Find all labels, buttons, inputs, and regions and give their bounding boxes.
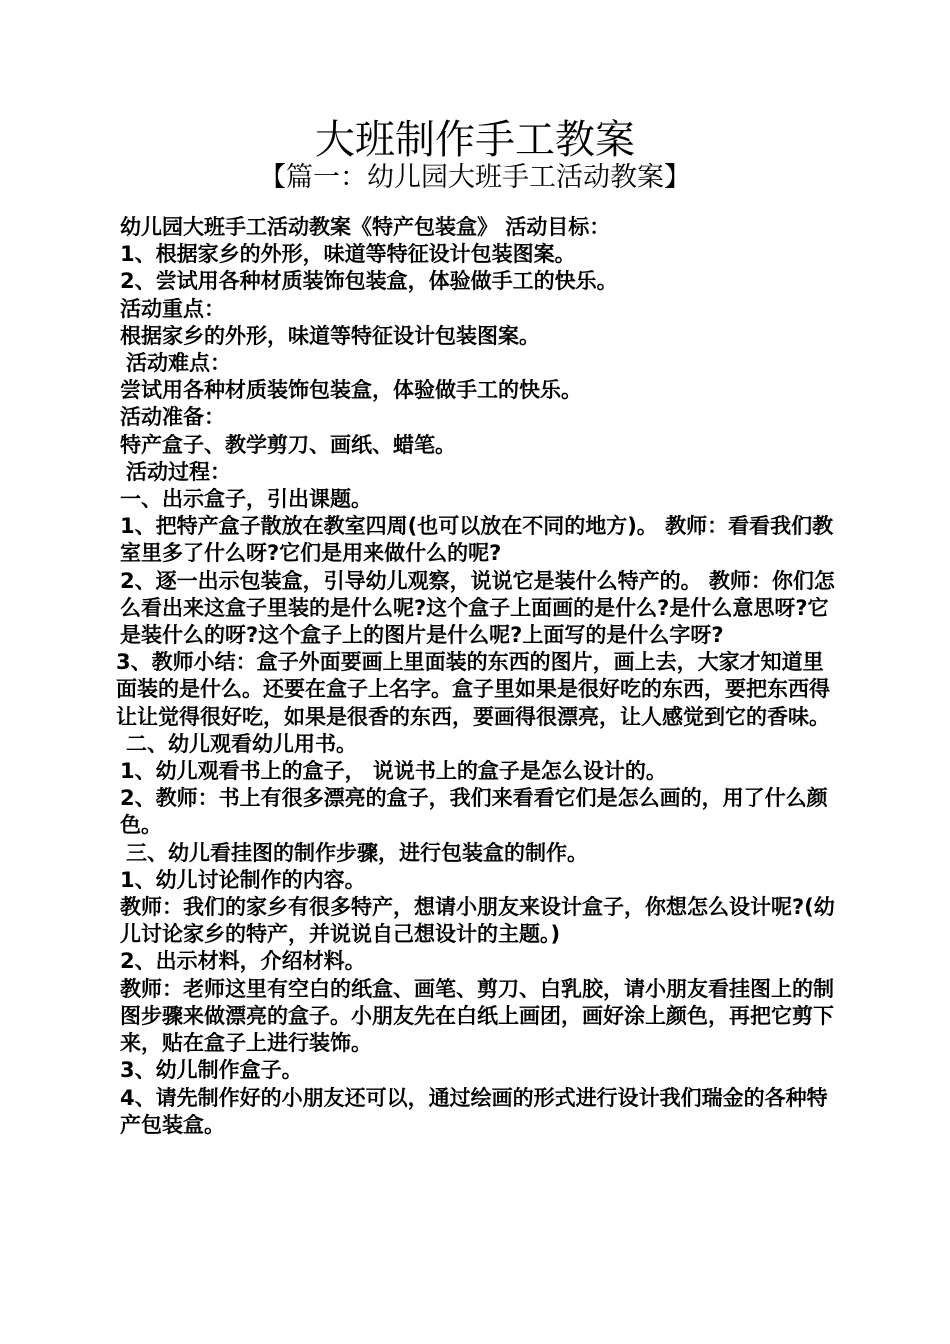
paragraph-step-3-4: 4、请先制作好的小朋友还可以，通过绘画的形式进行设计我们瑞金的各种特产包装盒。 [120, 1085, 828, 1137]
heading-key-points: 活动重点： [120, 296, 225, 321]
paragraph-goal-1: 1、根据家乡的外形，味道等特征设计包装图案。 [120, 242, 576, 267]
document-title: 大班制作手工教案 [315, 117, 635, 163]
paragraph-step-3-3: 3、幼儿制作盒子。 [120, 1058, 303, 1083]
heading-difficulties: 活动难点： [126, 351, 231, 376]
paragraph-step-3-1-detail: 教师：我们的家乡有很多特产，想请小朋友来设计盒子，你想怎么设计呢?(幼儿讨论家乡的特产，并说说自己想设计的主题。) [120, 895, 835, 947]
heading-step-1: 一、出示盒子，引出课题。 [120, 487, 372, 512]
heading-process: 活动过程： [126, 459, 231, 484]
heading-step-3: 三、幼儿看挂图的制作步骤，进行包装盒的制作。 [126, 840, 588, 865]
paragraph-step-3-2-detail: 教师：老师这里有空白的纸盒、画笔、剪刀、白乳胶，请小朋友看挂图上的制图步骤来做漂亮的盒子。小朋友先在白纸上画团，画好涂上颜色，再把它剪下来，贴在盒子上进行装饰。 [120, 976, 834, 1056]
paragraph-preparation: 特产盒子、教学剪刀、画纸、蜡笔。 [120, 432, 456, 457]
document-subtitle: 【篇一：幼儿园大班手工活动教案】 [259, 162, 691, 193]
paragraph-step-1-3: 3、教师小结：盒子外面要画上里面装的东西的图片，画上去，大家才知道里面装的是什么。还要在盒子上名字。盒子里如果是很好吃的东西，要把东西得让让觉得很好吃，如果是很香的东西，要画得很漂亮，让人感觉到它的香味。 [116, 650, 830, 729]
paragraph-step-3-2: 2、出示材料，介绍材料。 [120, 949, 366, 974]
paragraph-difficulties: 尝试用各种材质装饰包装盒，体验做手工的快乐。 [120, 378, 582, 403]
paragraph-key-points: 根据家乡的外形，味道等特征设计包装图案。 [120, 323, 540, 348]
paragraph-step-2-2: 2、教师：书上有很多漂亮的盒子，我们来看看它们是怎么画的，用了什么颜色。 [120, 786, 828, 838]
paragraph-intro: 幼儿园大班手工活动教案《特产包装盒》 活动目标： [120, 215, 611, 239]
paragraph-goal-2: 2、尝试用各种材质装饰包装盒，体验做手工的快乐。 [120, 269, 618, 294]
heading-step-2: 二、幼儿观看幼儿用书。 [126, 731, 357, 756]
paragraph-step-3-1: 1、幼儿讨论制作的内容。 [120, 867, 366, 892]
heading-preparation: 活动准备： [120, 405, 225, 430]
document-body [116, 214, 836, 1139]
paragraph-step-2-1: 1、幼儿观看书上的盒子， 说说书上的盒子是怎么设计的。 [120, 759, 667, 784]
paragraph-step-1-1: 1、把特产盒子散放在教室四周(也可以放在不同的地方)。 教师：看看我们教室里多了什么呀?它们是用来做什么的呢? [120, 514, 834, 566]
paragraph-step-1-2: 2、逐一出示包装盒，引导幼儿观察，说说它是装什么特产的。 教师：你们怎么看出来这盒子里装的是什么呢?这个盒子上面画的是什么?是什么意思呀?它是装什么的呀?这个盒子上的图片是什么呢?上面写的是什么字呀? [120, 568, 835, 648]
